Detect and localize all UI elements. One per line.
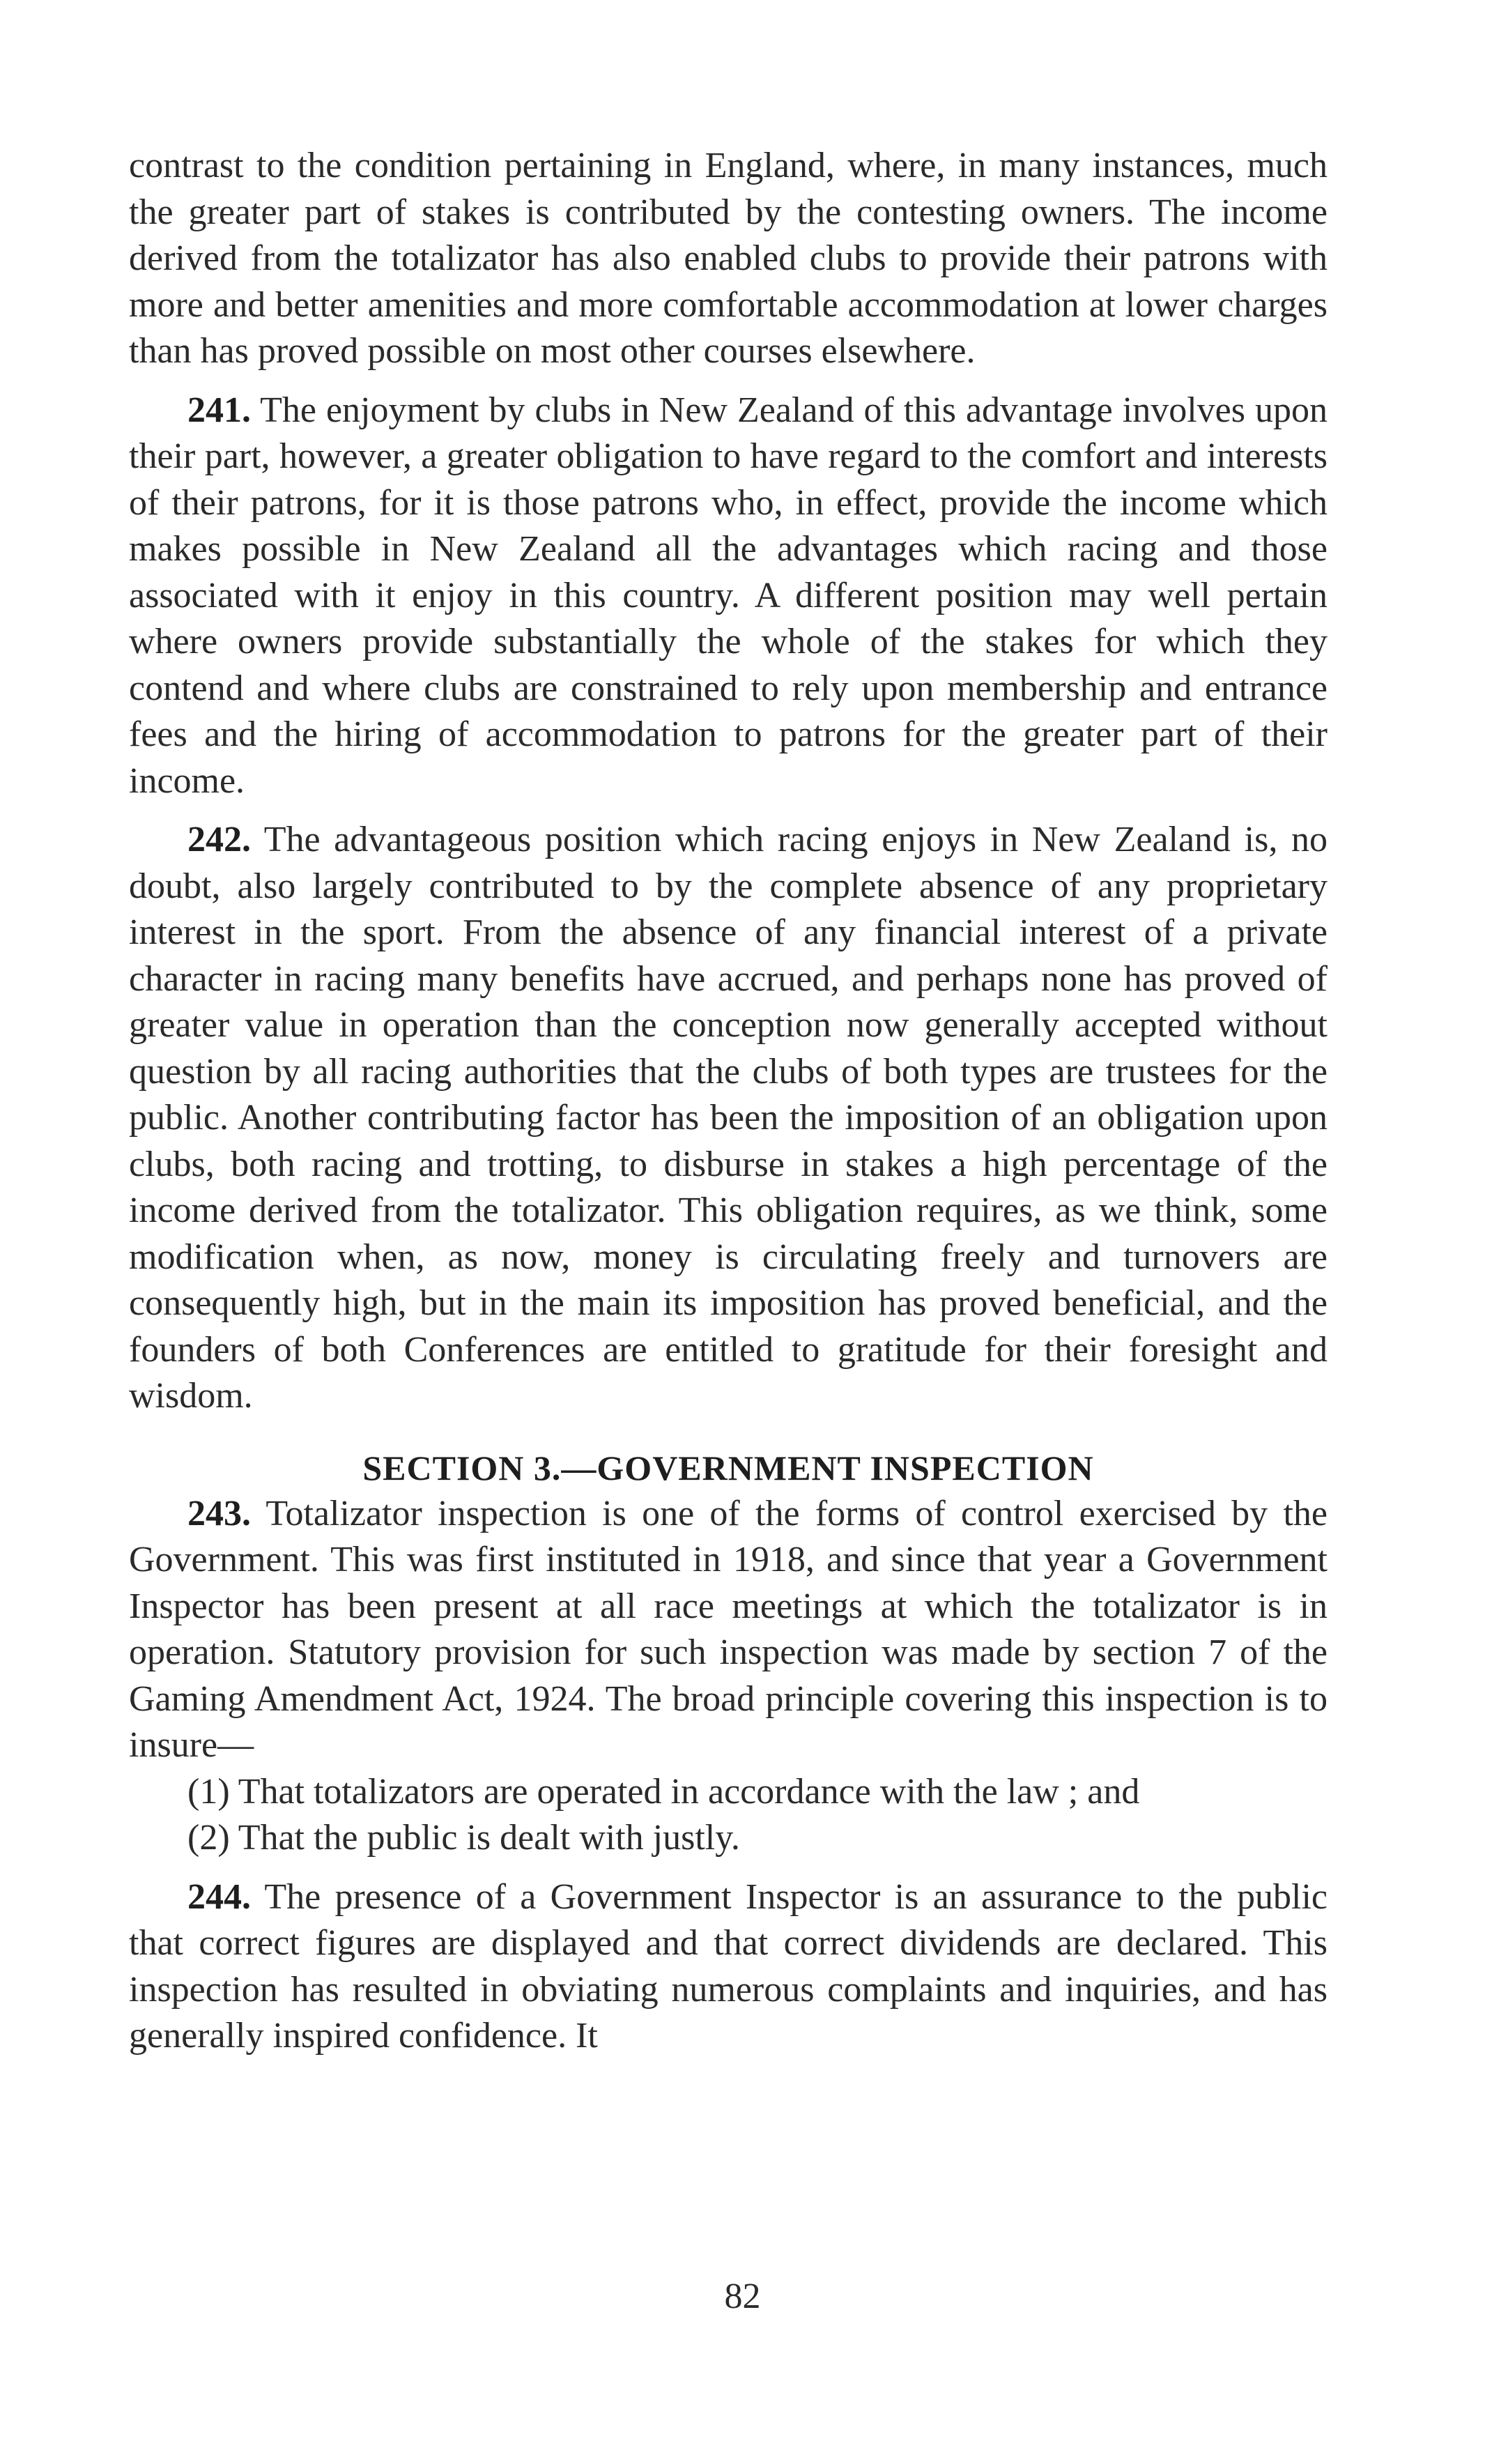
paragraph-text: The enjoyment by clubs in New Zealand of this advantage involves upon their part, however, a greater obligation to have regard to the comfort and interests of their patrons, for it is those patrons who, in effect, provide the income which makes possible in New Zealand all the advantages which racing and those associated with it enjoy in this country. A different position may well pertain where owners provide substantially the whole of the stakes for which they contend and where clubs are constrained to rely upon membership and entrance fees and the hiring of accommodation to patrons for the greater part of their income. — [129, 390, 1328, 801]
list-item: (1) That totalizators are operated in accordance with the law ; and — [187, 1771, 1140, 1812]
paragraph-number: 244. — [187, 1876, 251, 1917]
paragraph-244 — [129, 1874, 1328, 2060]
paragraph-continued — [129, 143, 1328, 375]
section-heading: SECTION 3.—GOVERNMENT INSPECTION — [362, 1448, 1094, 1487]
paragraph-243 — [129, 1491, 1328, 1769]
paragraph-242 — [129, 817, 1328, 1420]
inspection-principles-list — [129, 1769, 1328, 1862]
paragraph-241 — [129, 388, 1328, 805]
paragraph-number: 243. — [187, 1493, 251, 1533]
list-item: (2) That the public is dealt with justly. — [187, 1818, 740, 1858]
paragraph-text: The presence of a Government Inspector is an assurance to the public that correct figures are displayed and that correct dividends are declared. This inspection has resulted in obviating numerous complaints and inquiries, and has generally inspired confidence. It — [129, 1876, 1328, 2056]
page-body — [129, 143, 1328, 2060]
paragraph-text: contrast to the condition pertaining in England, where, in many instances, much the greater part of stakes is contributed by the contesting owners. The income derived from the totalizator has also enabled clubs to provide their patrons with more and better amenities and more comfortable accommodation at lower charges than has proved possible on most other courses elsewhere. — [129, 146, 1328, 371]
paragraph-text: Totalizator inspection is one of the forms of control exercised by the Government. This was first instituted in 1918, and since that year a Government Inspector has been present at all race meetings at which the totalizator is in operation. Statutory provision for such inspection was made by section 7 of the Gaming Amendment Act, 1924. The broad principle covering this inspection is to insure— — [129, 1493, 1328, 1765]
paragraph-number: 242. — [187, 820, 251, 859]
page-number: 82 — [724, 2276, 761, 2316]
paragraph-text: The advantageous position which racing enjoys in New Zealand is, no doubt, also largely contributed to by the complete absence of any proprietary interest in the sport. From the absence of any financial interest of a private character in racing many benefits have accrued, and perhaps none has proved of greater value in operation than the conception now generally accepted without question by all racing authorities that the clubs of both types are trustees for the public. Another contributing factor has been the imposition of an obligation upon clubs, both racing and trotting, to disburse in stakes a high percentage of the income derived from the totalizator. This obligation requires, as we think, some modification when, as now, money is circulating freely and turnovers are consequently high, but in the main its imposition has proved beneficial, and the founders of both Conferences are entitled to gratitude for their foresight and wisdom. — [129, 820, 1328, 1416]
paragraph-number: 241. — [187, 390, 251, 430]
